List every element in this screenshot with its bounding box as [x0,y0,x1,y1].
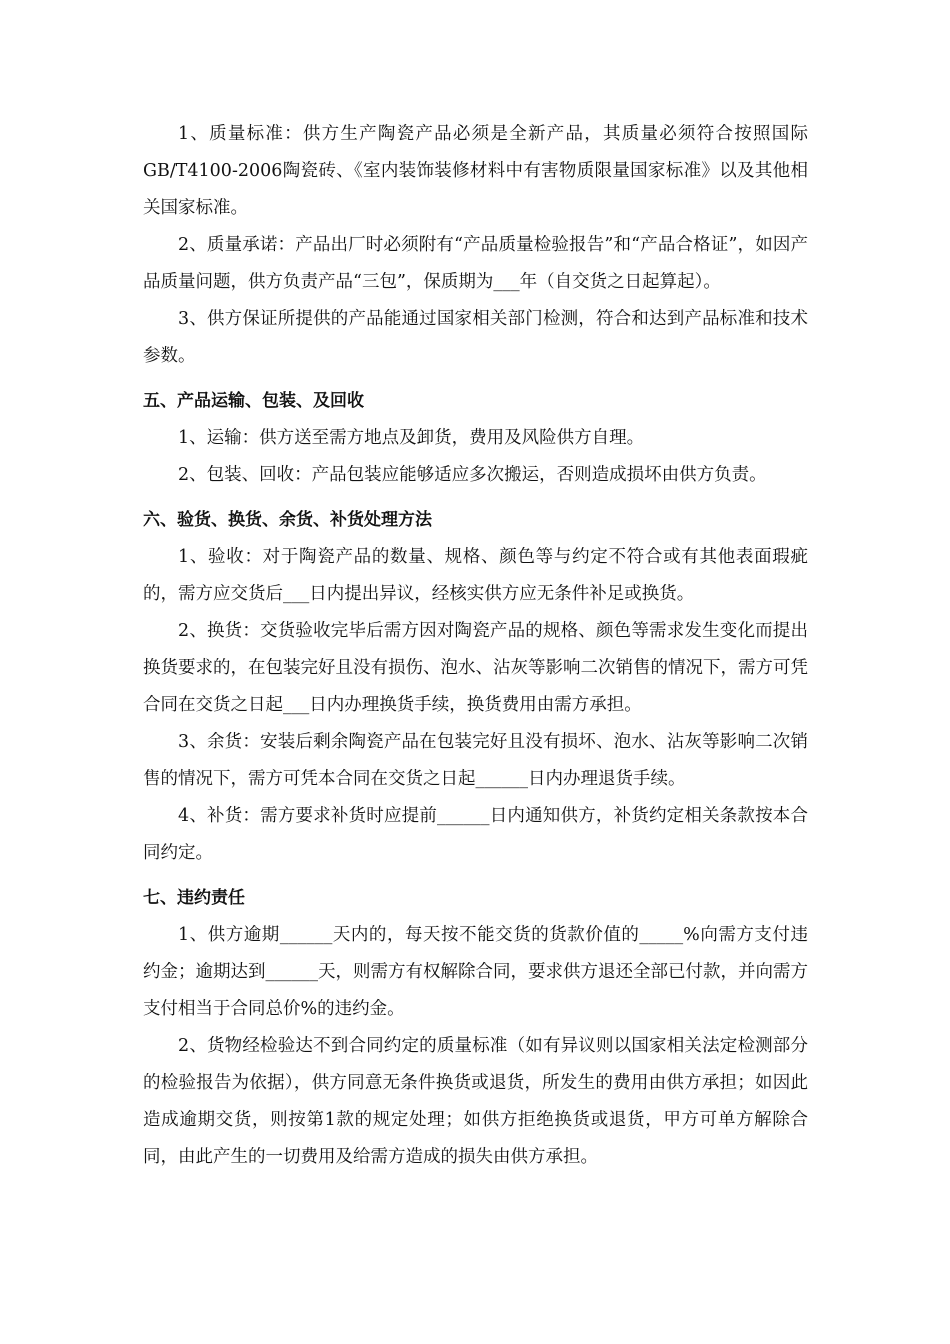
delay-penalty-paragraph: 1、供方逾期______天内的，每天按不能交货的货款价值的_____%向需方支付违约金；逾期达到______天，则需方有权解除合同，要求供方退还全部已付款，并向需方支付相当于合同总价%的违约金。 [143,925,808,1019]
inspection-guarantee-paragraph: 3、供方保证所提供的产品能通过国家相关部门检测，符合和达到产品标准和技术参数。 [143,309,808,366]
section-5-heading: 五、产品运输、包装、及回收 [143,391,364,411]
section-7-heading: 七、违约责任 [143,888,245,908]
acceptance-paragraph: 1、验收：对于陶瓷产品的数量、规格、颜色等与约定不符合或有其他表面瑕疵的，需方应交货后___日内提出异议，经核实供方应无条件补足或换货。 [143,547,808,604]
exchange-paragraph: 2、换货：交货验收完毕后需方因对陶瓷产品的规格、颜色等需求发生变化而提出换货要求的，在包装完好且没有损伤、泡水、沾灰等影响二次销售的情况下，需方可凭合同在交货之日起___日内办理换货手续，换货费用由需方承担。 [143,621,808,715]
section-6-heading: 六、验货、换货、余货、补货处理方法 [143,510,432,530]
contract-page [143,116,808,1176]
surplus-paragraph: 3、余货：安装后剩余陶瓷产品在包装完好且没有损坏、泡水、沾灰等影响二次销售的情况下，需方可凭本合同在交货之日起______日内办理退货手续。 [143,732,808,789]
quality-breach-paragraph: 2、货物经检验达不到合同约定的质量标准（如有异议则以国家相关法定检测部分的检验报告为依据），供方同意无条件换货或退货，所发生的费用由供方承担；如因此造成逾期交货，则按第1款的规定处理；如供方拒绝换货或退货，甲方可单方解除合同，由此产生的一切费用及给需方造成的损失由供方承担。 [143,1036,808,1167]
quality-promise-paragraph: 2、质量承诺：产品出厂时必须附有“产品质量检验报告”和“产品合格证”，如因产品质量问题，供方负责产品“三包”，保质期为___年（自交货之日起算起）。 [143,235,808,292]
replenish-paragraph: 4、补货：需方要求补货时应提前______日内通知供方，补货约定相关条款按本合同约定。 [143,806,808,863]
transport-paragraph: 1、运输：供方送至需方地点及卸货，费用及风险供方自理。 [178,428,645,448]
packaging-paragraph: 2、包装、回收：产品包装应能够适应多次搬运，否则造成损坏由供方负责。 [178,465,767,485]
quality-standard-paragraph: 1、质量标准：供方生产陶瓷产品必须是全新产品，其质量必须符合按照国际GB/T4100-2006陶瓷砖、《室内装饰装修材料中有害物质限量国家标准》以及其他相关国家标准。 [143,124,808,218]
